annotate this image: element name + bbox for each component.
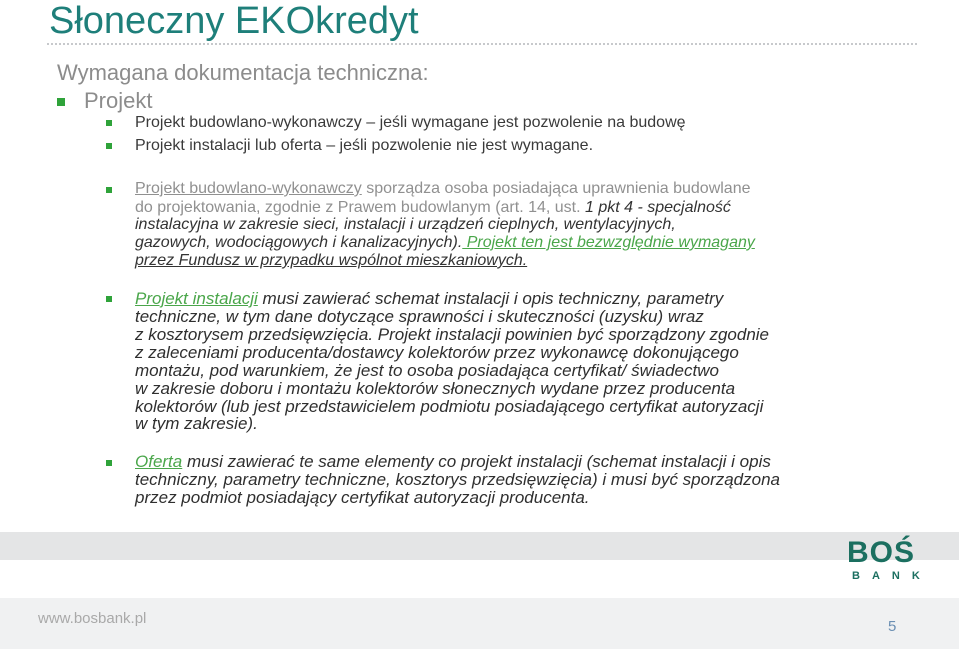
paragraph-2-line: z kosztorysem przedsięwzięcia. Projekt instalacji powinien być sporządzony zgodnie xyxy=(135,325,770,344)
slide-title: Słoneczny EKOkredyt xyxy=(49,0,419,42)
text: 1 pkt 4 - specjalność xyxy=(580,199,731,216)
paragraph-1-line-4 xyxy=(135,234,755,252)
bullet-icon xyxy=(106,120,112,126)
bullet-icon xyxy=(106,296,112,302)
bullet-icon xyxy=(106,460,112,466)
list-item: Projekt budowlano-wykonawczy – jeśli wymagane jest pozwolenie na budowę xyxy=(135,114,686,131)
logo-text: BOŚ xyxy=(847,536,916,569)
bos-bank-logo xyxy=(847,532,932,587)
paragraph-2-line: techniczne, w tym dane dotyczące sprawności i skuteczności (uzysku) wraz xyxy=(135,307,704,326)
paragraph-1-line-5: przez Fundusz w przypadku wspólnot mieszkaniowych. xyxy=(135,252,528,269)
footer-url[interactable]: www.bosbank.pl xyxy=(38,610,147,627)
bullet-icon xyxy=(57,98,65,106)
paragraph-2-line: kolektorów (lub jest przedstawicielem podmiotu posiadającego certyfikat autoryzacji xyxy=(135,397,764,416)
text: do projektowania, zgodnie z Prawem budowlanym (art. 14, ust. xyxy=(135,199,581,216)
paragraph-1-line-2 xyxy=(135,199,731,217)
bullet-icon xyxy=(106,143,112,149)
text: sporządza osoba posiadająca uprawnienia budowlane xyxy=(361,180,751,197)
paragraph-3-line: przez podmiot posiadający certyfikat autoryzacji producenta. xyxy=(135,488,590,507)
subsection-heading: Projekt xyxy=(84,88,153,113)
text: gazowych, wodociągowych i kanalizacyjnych). xyxy=(135,234,463,251)
paragraph-1-line-3: instalacyjna w zakresie sieci, instalacji i urządzeń cieplnych, wentylacyjnych, xyxy=(135,216,676,233)
paragraph-2-line-1 xyxy=(135,289,723,309)
link-oferta[interactable]: Oferta xyxy=(135,452,183,471)
text: Projekt ten jest bezwzględnie wymagany xyxy=(462,234,755,251)
paragraph-2-line: w zakresie doboru i montażu kolektorów słonecznych wydane przez producenta xyxy=(135,379,736,398)
bullet-icon xyxy=(106,187,112,193)
paragraph-1-line-1 xyxy=(135,180,751,198)
text: musi zawierać schemat instalacji i opis techniczny, parametry xyxy=(257,289,724,308)
text: musi zawierać te same elementy co projekt instalacji (schemat instalacji i opis xyxy=(182,452,771,471)
page-number: 5 xyxy=(888,618,897,635)
paragraph-3-line-1 xyxy=(135,452,771,472)
paragraph-2-line: z zaleceniami producenta/dostawcy kolektorów przez wykonawcę dokonującego xyxy=(135,343,739,362)
title-divider xyxy=(47,43,917,45)
decorative-band xyxy=(0,532,959,560)
link-projekt-budowlano[interactable]: Projekt budowlano-wykonawczy xyxy=(135,180,362,197)
link-projekt-instalacji[interactable]: Projekt instalacji xyxy=(135,289,258,308)
paragraph-2-line: montażu, pod warunkiem, że jest to osoba posiadająca certyfikat/ świadectwo xyxy=(135,361,719,380)
paragraph-2-line: w tym zakresie). xyxy=(135,414,258,433)
section-heading: Wymagana dokumentacja techniczna: xyxy=(57,60,429,85)
paragraph-3-line: techniczny, parametry techniczne, kosztorys przedsięwzięcia) i musi być sporządzona xyxy=(135,470,781,489)
logo-subtext: BANK xyxy=(852,570,932,582)
list-item: Projekt instalacji lub oferta – jeśli pozwolenie nie jest wymagane. xyxy=(135,137,594,154)
